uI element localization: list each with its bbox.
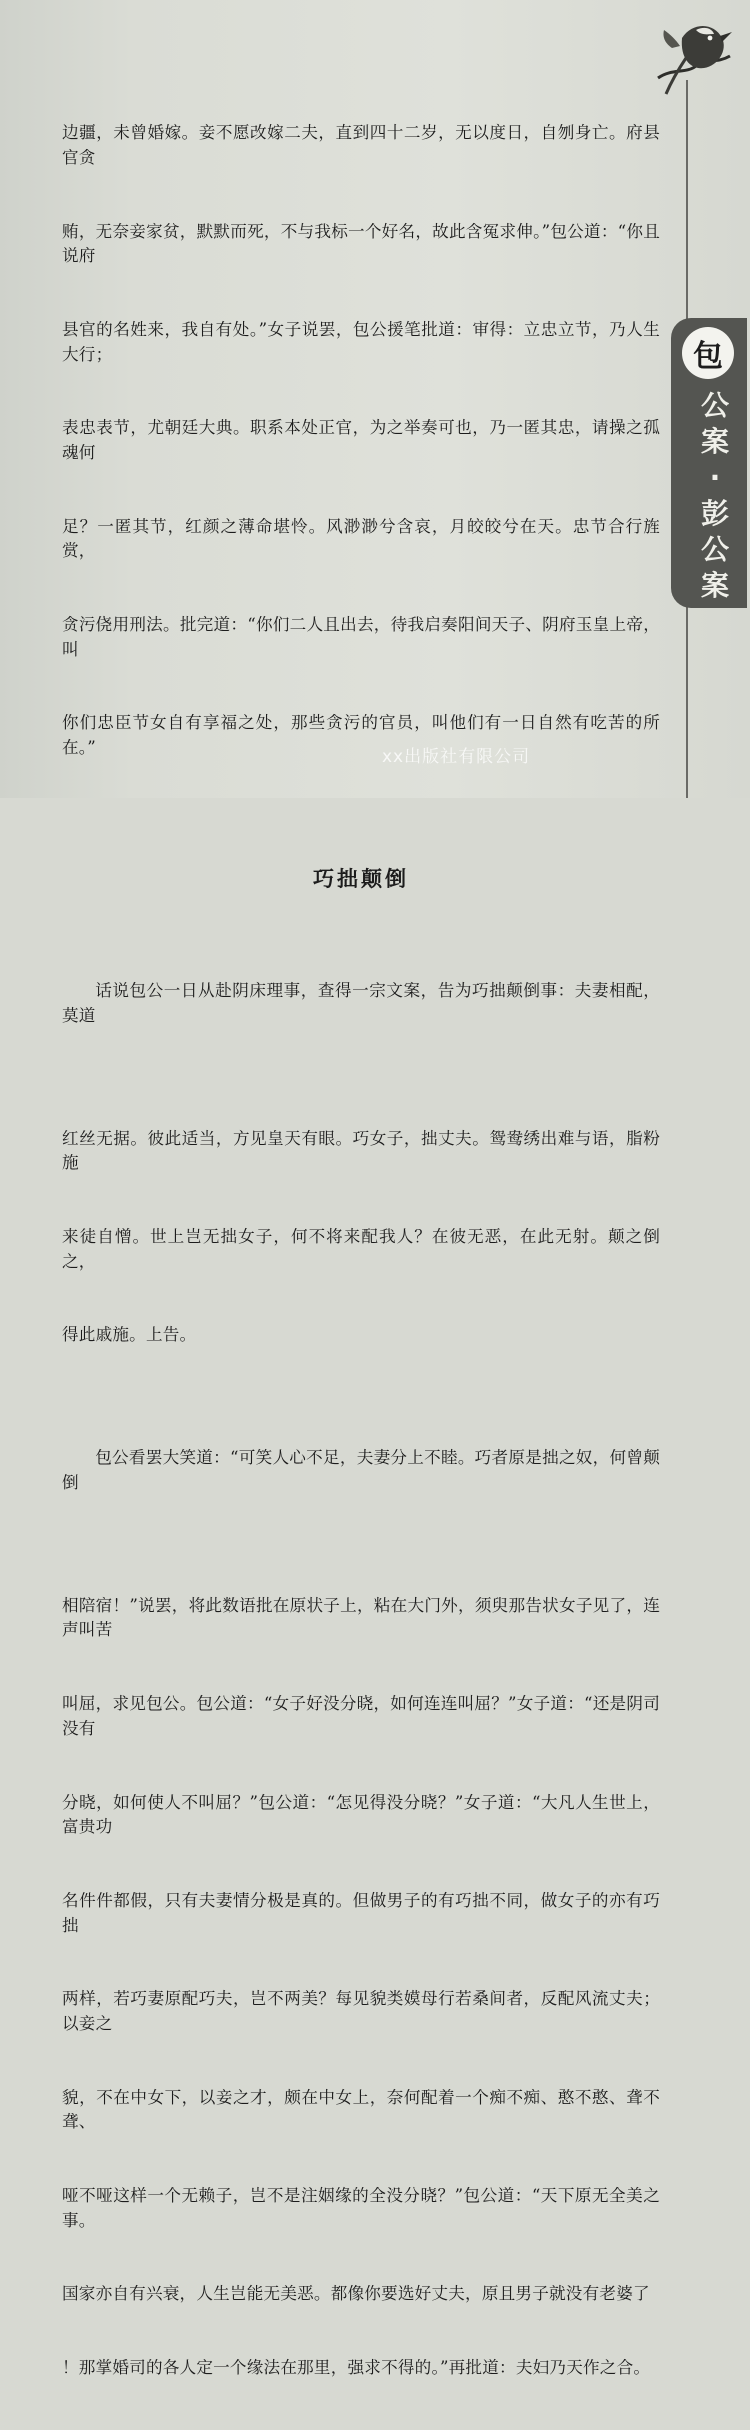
chapter-title: 巧拙颠倒: [313, 866, 409, 891]
side-tab-char: 案: [700, 569, 729, 602]
side-tab-char: 公: [700, 533, 729, 566]
text-line: 叫屈，求见包公。包公道：“女子好没分晓，如何连连叫屈？”女子道：“还是阴司没有: [62, 1694, 660, 1738]
bird-on-branch-icon: [652, 8, 736, 108]
text-line: 县官的名姓来，我自有处。”女子说罢，包公援笔批道：审得：立忠立节，乃人生大行；: [62, 319, 660, 364]
side-tab-char: 公: [700, 389, 729, 422]
text-body: [62, 72, 660, 2430]
watermark: xx出版社有限公司: [382, 747, 531, 767]
paragraph-1: [62, 72, 660, 810]
text-line: 红丝无据。彼此适当，方见皇天有眼。巧女子，拙丈夫。鸳鸯绣出难与语，脂粉施: [62, 1128, 660, 1173]
paragraph-3-cont: [62, 1545, 660, 2430]
text-line: 哑不哑这样一个无赖子，岂不是注姻缘的全没分晓？”包公道：“天下原无全美之事。: [62, 2186, 660, 2230]
text-line: ！那掌婚司的各人定一个缘法在那里，强求不得的。”再批道：夫妇乃天作之合。: [62, 2358, 651, 2378]
side-tab-title: [690, 388, 740, 604]
side-tab-char: 案: [700, 425, 729, 458]
side-tab-char: ·: [709, 461, 721, 494]
side-tab-char: 彭: [700, 497, 729, 530]
paragraph-2-cont: [62, 1077, 660, 1397]
text-line: 边疆，未曾婚嫁。妾不愿改嫁二夫，直到四十二岁，无以度日，自刎身亡。府县官贪: [62, 123, 660, 167]
text-line: 名件件都假，只有夫妻情分极是真的。但做男子的有巧拙不同，做女子的亦有巧拙: [62, 1890, 660, 1935]
paragraph-3: [62, 1397, 660, 1545]
text-line: 你们忠臣节女自有享福之处，那些贪污的官员，叫他们有一日自然有吃苦的所在。”: [62, 713, 660, 758]
text-line: 贿，无奈妾家贫，默默而死，不与我标一个好名，故此含冤求伸。”包公道：“你且说府: [62, 221, 660, 266]
text-line: 足？一匿其节，红颜之薄命堪怜。风渺渺兮含哀，月皎皎兮在天。忠节合行旌赏，: [62, 516, 660, 561]
text-line: 得此戚施。上告。: [62, 1325, 197, 1345]
text-line: 贪污侥用刑法。批完道：“你们二人且出去，待我启奏阳间天子、阴府玉皇上帝，叫: [62, 615, 660, 659]
text-line: 表忠表节，尤朝廷大典。职系本处正官，为之举奏可也，乃一匿其忠，请操之孤魂何: [62, 418, 660, 462]
text-line: 话说包公一日从赴阴床理事，查得一宗文案，告为巧拙颠倒事：夫妻相配，莫道: [62, 981, 660, 1025]
text-line: 两样，若巧妻原配巧夫，岂不两美？每见貌类嫫母行若桑间者，反配风流丈夫；以妾之: [62, 1989, 660, 2033]
text-line: 貌，不在中女下，以妾之才，颇在中女上，奈何配着一个痴不痴、憨不憨、聋不聋、: [62, 2087, 660, 2132]
text-line: 分晓，如何使人不叫屈？”包公道：“怎见得没分晓？”女子道：“大凡人生世上，富贵功: [62, 1792, 660, 1837]
text-line: 相陪宿！”说罢，将此数语批在原状子上，粘在大门外，须臾那告状女子见了，连声叫苦: [62, 1595, 660, 1640]
text-line: 来徒自憎。世上岂无拙女子，何不将来配我人？在彼无恶，在此无射。颠之倒之，: [62, 1226, 660, 1271]
text-line: 包公看罢大笑道：“可笑人心不足，夫妻分上不睦。巧者原是拙之奴，何曾颠倒: [62, 1448, 660, 1492]
text-line: 国家亦自有兴衰，人生岂能无美恶。都像你要选好丈夫，原且男子就没有老婆了: [62, 2284, 650, 2304]
paragraph-2: [62, 930, 660, 1078]
side-tab-circle: 包: [682, 327, 734, 379]
